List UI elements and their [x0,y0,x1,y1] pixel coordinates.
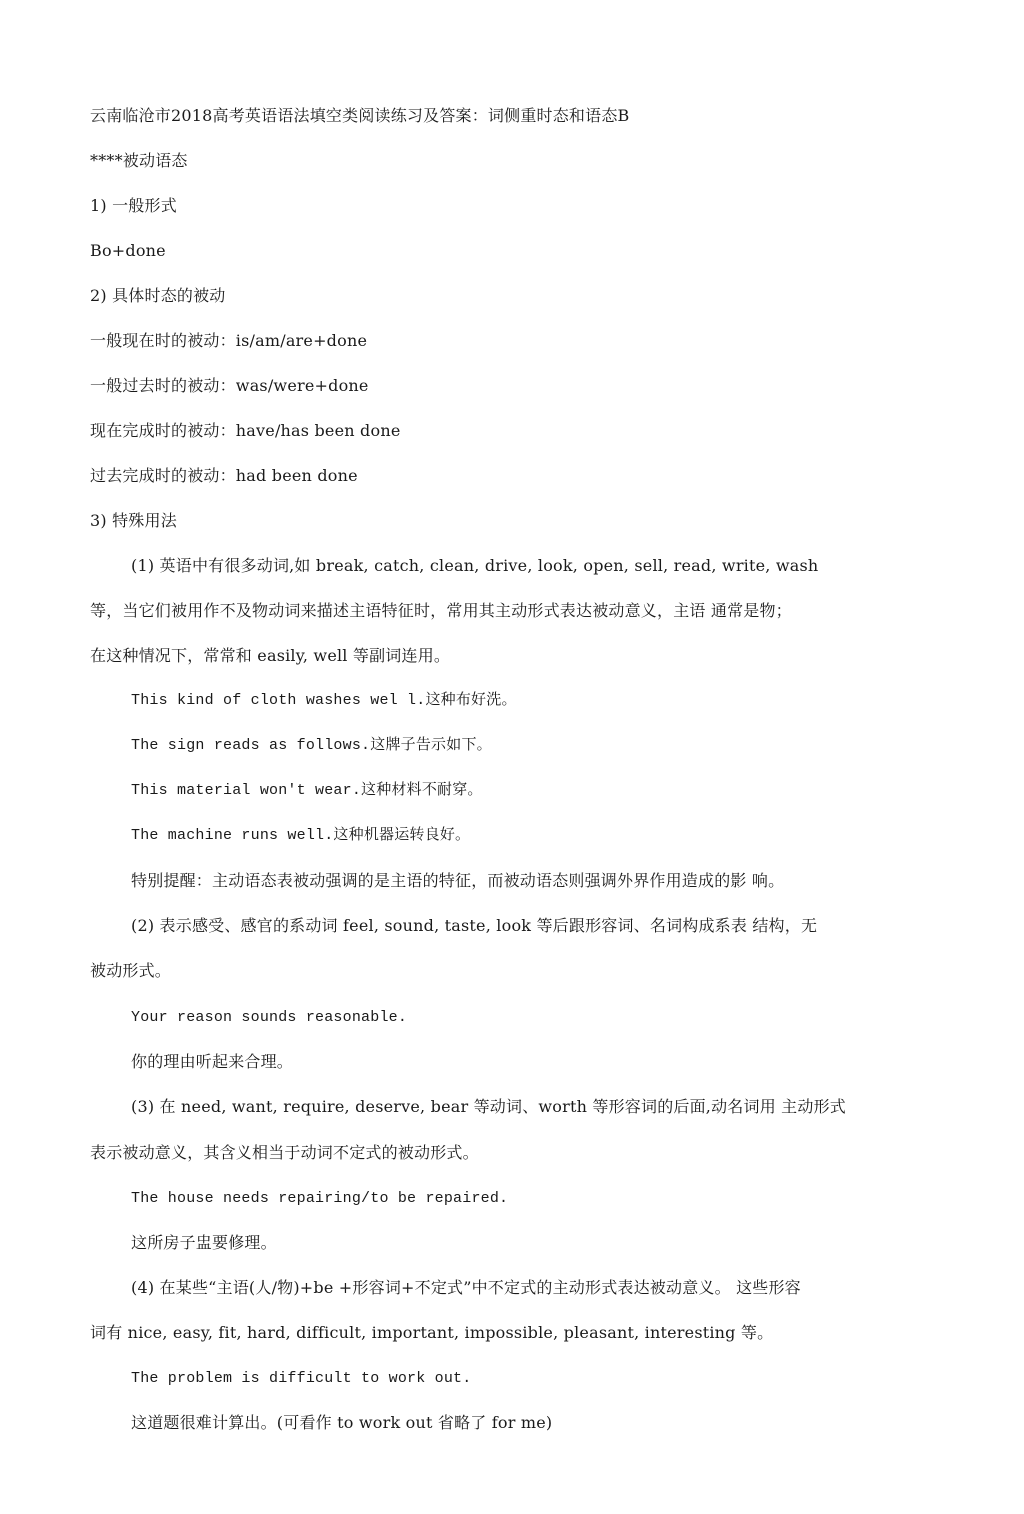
special-heading: 3) 特殊用法 [90,511,177,530]
example-sentence: The sign reads as follows.这牌子告示如下。 [131,737,492,754]
example-sentence: The machine runs well.这种机器运转良好。 [131,827,471,844]
tense-item: 一般过去时的被动：was/were+done [90,376,369,395]
tenses-heading: 2) 具体时态的被动 [90,286,226,305]
tense-item: 一般现在时的被动：is/am/are+done [90,331,368,350]
special-note: 特别提醒：主动语态表被动强调的是主语的特征，而被动语态则强调外界作用造成的影 响。 [131,871,785,890]
general-formula: Bo+done [90,241,166,260]
document-title: 云南临沧市2018高考英语语法填空类阅读练习及答案：词侧重时态和语态B [90,106,630,125]
section-heading: ****被动语态 [90,151,188,170]
example-sentence: This material won't wear.这种材料不耐穿。 [131,782,483,799]
tense-item: 现在完成时的被动：have/has been done [90,421,401,440]
paragraph-2-line: 被动形式。 [90,961,172,980]
paragraph-3-line: 表示被动意义，其含义相当于动词不定式的被动形式。 [90,1143,479,1162]
paragraph-4-line: (4) 在某些“主语(人/物)+be +形容词+不定式”中不定式的主动形式表达被动意义。 这些形容 [131,1278,801,1297]
paragraph-1-line: (1) 英语中有很多动词,如 break, catch, clean, drive, look, open, sell, read, write, wash [131,556,819,575]
paragraph-1-line: 在这种情况下，常常和 easily, well 等副词连用。 [90,646,451,665]
example-translation: 这所房子盅要修理。 [131,1233,277,1252]
example-sentence: The house needs repairing/to be repaired. [131,1190,509,1207]
paragraph-2-line: (2) 表示感受、感官的系动词 feel, sound, taste, look 等后跟形容词、名词构成系表 结构，无 [131,916,818,935]
paragraph-4-line: 词有 nice, easy, fit, hard, difficult, important, impossible, pleasant, interesting 等。 [90,1323,774,1342]
general-heading: 1) 一般形式 [90,196,177,215]
paragraph-1-line: 等，当它们被用作不及物动词来描述主语特征时，常用其主动形式表达被动意义，主语 通常是物； [90,601,792,620]
example-translation: 你的理由听起来合理。 [131,1052,294,1071]
example-sentence: The problem is difficult to work out. [131,1370,472,1387]
tense-item: 过去完成时的被动：had been done [90,466,358,485]
example-sentence: Your reason sounds reasonable. [131,1009,408,1026]
example-sentence: This kind of cloth washes wel l.这种布好洗。 [131,692,517,709]
example-translation: 这道题很难计算出。(可看作 to work out 省略了 for me) [131,1413,553,1432]
paragraph-3-line: (3) 在 need, want, require, deserve, bear 等动词、worth 等形容词的后面,动名词用 主动形式 [131,1097,846,1116]
